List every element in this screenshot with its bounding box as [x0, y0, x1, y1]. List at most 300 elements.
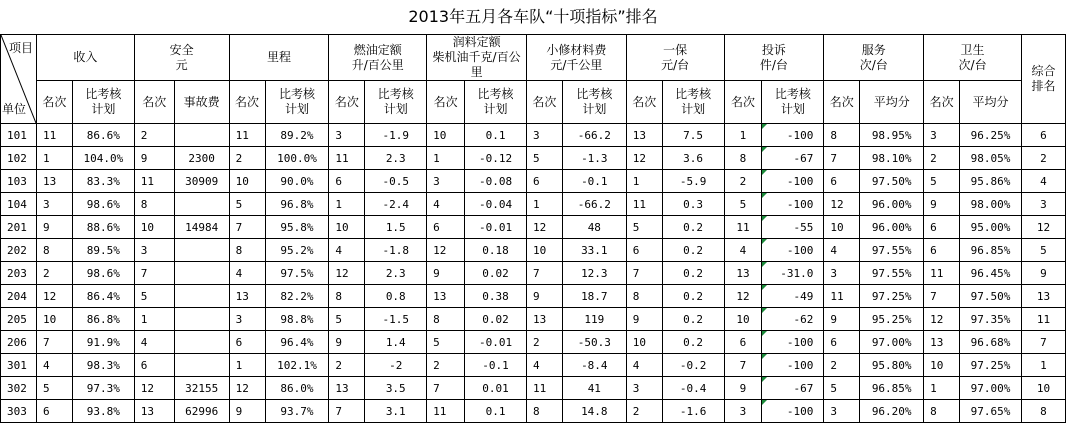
group-header-5: 润料定额 柴机油千克/百公里	[427, 35, 527, 81]
data-cell[interactable]: -0.01	[465, 216, 527, 239]
data-cell[interactable]: 4	[724, 239, 762, 262]
data-cell[interactable]: 8	[329, 285, 365, 308]
data-cell[interactable]: -62	[762, 308, 824, 331]
data-cell[interactable]: 3	[824, 400, 860, 423]
unit-cell[interactable]: 201	[1, 216, 37, 239]
data-cell[interactable]: 6	[924, 239, 960, 262]
data-cell[interactable]: 95.80%	[860, 354, 924, 377]
data-cell[interactable]: 2.3	[365, 147, 427, 170]
unit-cell[interactable]: 203	[1, 262, 37, 285]
data-cell[interactable]: 8	[824, 124, 860, 147]
data-cell[interactable]: 10	[427, 124, 465, 147]
data-cell[interactable]: 12.3	[562, 262, 626, 285]
data-cell[interactable]: 95.2%	[265, 239, 329, 262]
data-cell[interactable]: 5	[924, 170, 960, 193]
data-cell[interactable]: -8.4	[562, 354, 626, 377]
data-cell[interactable]: 96.45%	[960, 262, 1022, 285]
data-cell[interactable]: 98.00%	[960, 193, 1022, 216]
data-cell[interactable]: 9	[824, 308, 860, 331]
data-cell[interactable]: 98.6%	[72, 262, 134, 285]
data-cell[interactable]: 5	[824, 377, 860, 400]
data-cell[interactable]: 86.4%	[72, 285, 134, 308]
data-cell[interactable]: 3	[924, 124, 960, 147]
data-cell[interactable]: 11	[626, 193, 662, 216]
data-cell[interactable]: 3.6	[662, 147, 724, 170]
data-cell[interactable]: 6	[824, 170, 860, 193]
data-cell[interactable]: 97.35%	[960, 308, 1022, 331]
unit-cell[interactable]: 206	[1, 331, 37, 354]
data-cell[interactable]: 10	[36, 308, 72, 331]
overall-rank-cell[interactable]: 12	[1021, 216, 1065, 239]
data-cell[interactable]: 96.68%	[960, 331, 1022, 354]
data-cell[interactable]: 13	[134, 400, 174, 423]
data-cell[interactable]	[174, 308, 229, 331]
data-cell[interactable]: -0.4	[662, 377, 724, 400]
data-cell[interactable]: 62996	[174, 400, 229, 423]
data-cell[interactable]: 6	[329, 170, 365, 193]
data-cell[interactable]: 97.50%	[960, 285, 1022, 308]
data-cell[interactable]: 13	[36, 170, 72, 193]
table-row	[1, 216, 1066, 239]
data-cell[interactable]: 11	[824, 285, 860, 308]
data-cell[interactable]: -49	[762, 285, 824, 308]
data-cell[interactable]: -55	[762, 216, 824, 239]
data-cell[interactable]: 11	[924, 262, 960, 285]
data-cell[interactable]	[174, 354, 229, 377]
data-cell[interactable]: 12	[36, 285, 72, 308]
data-cell[interactable]: 4	[626, 354, 662, 377]
data-cell[interactable]: 2	[724, 170, 762, 193]
table-row	[1, 377, 1066, 400]
data-cell[interactable]: 13	[526, 308, 562, 331]
data-cell[interactable]: 13	[626, 124, 662, 147]
data-cell[interactable]: 6	[924, 216, 960, 239]
unit-cell[interactable]: 102	[1, 147, 37, 170]
data-cell[interactable]: 18.7	[562, 285, 626, 308]
data-cell[interactable]: 0.2	[662, 308, 724, 331]
data-cell[interactable]: 8	[36, 239, 72, 262]
data-cell[interactable]: 96.25%	[960, 124, 1022, 147]
data-cell[interactable]	[174, 239, 229, 262]
data-cell[interactable]: 96.00%	[860, 216, 924, 239]
data-cell[interactable]: 96.20%	[860, 400, 924, 423]
data-cell[interactable]: 0.2	[662, 331, 724, 354]
data-cell[interactable]: -0.1	[562, 170, 626, 193]
data-cell[interactable]: 2	[36, 262, 72, 285]
data-cell[interactable]: 0.2	[662, 239, 724, 262]
data-cell[interactable]: 0.8	[365, 285, 427, 308]
data-cell[interactable]: -67	[762, 377, 824, 400]
data-cell[interactable]: 9	[924, 193, 960, 216]
data-cell[interactable]: 86.6%	[72, 124, 134, 147]
data-cell[interactable]: 119	[562, 308, 626, 331]
data-cell[interactable]: 9	[626, 308, 662, 331]
data-cell[interactable]: 0.2	[662, 216, 724, 239]
overall-rank-cell[interactable]: 10	[1021, 377, 1065, 400]
data-cell[interactable]: 8	[134, 193, 174, 216]
data-cell[interactable]: 1	[626, 170, 662, 193]
data-cell[interactable]: 100.0%	[265, 147, 329, 170]
data-cell[interactable]: 11	[134, 170, 174, 193]
data-cell[interactable]: 83.3%	[72, 170, 134, 193]
data-cell[interactable]: 0.1	[465, 400, 527, 423]
data-cell[interactable]: 5	[626, 216, 662, 239]
data-cell[interactable]: 3	[626, 377, 662, 400]
data-cell[interactable]: 8	[924, 400, 960, 423]
data-cell[interactable]: 5	[329, 308, 365, 331]
data-cell[interactable]: 33.1	[562, 239, 626, 262]
data-cell[interactable]: -1.3	[562, 147, 626, 170]
data-cell[interactable]: 41	[562, 377, 626, 400]
data-cell[interactable]: 96.85%	[960, 239, 1022, 262]
sub-header-row	[1, 81, 1066, 124]
data-cell[interactable]: 9	[526, 285, 562, 308]
data-cell[interactable]: 3.5	[365, 377, 427, 400]
data-cell[interactable]: 0.02	[465, 262, 527, 285]
data-cell[interactable]: 2	[824, 354, 860, 377]
data-cell[interactable]: 1	[526, 193, 562, 216]
data-cell[interactable]: -0.1	[465, 354, 527, 377]
data-cell[interactable]: 12	[724, 285, 762, 308]
data-cell[interactable]: 1	[229, 354, 265, 377]
data-cell[interactable]: 13	[924, 331, 960, 354]
overall-rank-cell[interactable]: 8	[1021, 400, 1065, 423]
data-cell[interactable]: 6	[36, 400, 72, 423]
data-cell[interactable]: 9	[134, 147, 174, 170]
overall-rank-cell[interactable]: 9	[1021, 262, 1065, 285]
data-cell[interactable]	[174, 262, 229, 285]
data-cell[interactable]: -0.08	[465, 170, 527, 193]
unit-cell[interactable]: 103	[1, 170, 37, 193]
data-cell[interactable]: 11	[526, 377, 562, 400]
data-cell[interactable]: 95.00%	[960, 216, 1022, 239]
data-cell[interactable]: 97.3%	[72, 377, 134, 400]
data-cell[interactable]: 14984	[174, 216, 229, 239]
data-cell[interactable]: -100	[762, 354, 824, 377]
data-cell[interactable]: 4	[329, 239, 365, 262]
data-cell[interactable]: 97.65%	[960, 400, 1022, 423]
data-cell[interactable]: -66.2	[562, 193, 626, 216]
data-cell[interactable]: 90.0%	[265, 170, 329, 193]
data-cell[interactable]: 4	[134, 331, 174, 354]
sub-header-15: 名次	[724, 81, 762, 124]
data-cell[interactable]: 6	[427, 216, 465, 239]
data-cell[interactable]: 0.1	[465, 124, 527, 147]
data-cell[interactable]: 1	[924, 377, 960, 400]
data-cell[interactable]: 89.2%	[265, 124, 329, 147]
data-cell[interactable]: 5	[724, 193, 762, 216]
data-cell[interactable]: 5	[134, 285, 174, 308]
data-cell[interactable]: 13	[329, 377, 365, 400]
data-cell[interactable]: 88.6%	[72, 216, 134, 239]
data-cell[interactable]: -100	[762, 239, 824, 262]
data-cell[interactable]: 98.10%	[860, 147, 924, 170]
unit-cell[interactable]: 301	[1, 354, 37, 377]
data-cell[interactable]: 5	[229, 193, 265, 216]
data-cell[interactable]: 3	[427, 170, 465, 193]
data-cell[interactable]: 12	[229, 377, 265, 400]
data-cell[interactable]: 98.3%	[72, 354, 134, 377]
data-cell[interactable]: 10	[924, 354, 960, 377]
data-cell[interactable]: 4	[824, 239, 860, 262]
data-cell[interactable]: 11	[229, 124, 265, 147]
data-cell[interactable]: 1	[427, 147, 465, 170]
data-cell[interactable]: 91.9%	[72, 331, 134, 354]
data-cell[interactable]: 10	[134, 216, 174, 239]
data-cell[interactable]: 0.2	[662, 285, 724, 308]
sub-header-1: 名次	[36, 81, 72, 124]
data-cell[interactable]: 1.4	[365, 331, 427, 354]
data-cell[interactable]: 30909	[174, 170, 229, 193]
data-cell[interactable]: -100	[762, 124, 824, 147]
data-cell[interactable]: 8	[526, 400, 562, 423]
data-cell[interactable]: 3	[329, 124, 365, 147]
data-cell[interactable]: 13	[427, 285, 465, 308]
data-cell[interactable]: 93.8%	[72, 400, 134, 423]
data-cell[interactable]: 89.5%	[72, 239, 134, 262]
data-cell[interactable]: -50.3	[562, 331, 626, 354]
data-cell[interactable]: -0.12	[465, 147, 527, 170]
data-cell[interactable]: 10	[526, 239, 562, 262]
data-cell[interactable]: 104.0%	[72, 147, 134, 170]
data-cell[interactable]: 0.02	[465, 308, 527, 331]
data-cell[interactable]: 0.18	[465, 239, 527, 262]
unit-cell[interactable]: 104	[1, 193, 37, 216]
data-cell[interactable]: 12	[427, 239, 465, 262]
data-cell[interactable]: 96.4%	[265, 331, 329, 354]
data-cell[interactable]: 11	[724, 216, 762, 239]
unit-cell[interactable]: 202	[1, 239, 37, 262]
data-cell[interactable]: 98.6%	[72, 193, 134, 216]
data-cell[interactable]: 1	[36, 147, 72, 170]
data-cell[interactable]: 7	[626, 262, 662, 285]
data-cell[interactable]: 2	[329, 354, 365, 377]
data-cell[interactable]: 9	[36, 216, 72, 239]
data-cell[interactable]: 9	[229, 400, 265, 423]
data-cell[interactable]: 12	[329, 262, 365, 285]
corner-cell	[1, 35, 37, 124]
data-cell[interactable]: 97.55%	[860, 239, 924, 262]
data-cell[interactable]: 3.1	[365, 400, 427, 423]
data-cell[interactable]: 8	[427, 308, 465, 331]
data-cell[interactable]: -5.9	[662, 170, 724, 193]
data-cell[interactable]: -100	[762, 170, 824, 193]
data-cell[interactable]: 2	[924, 147, 960, 170]
data-cell[interactable]: -0.2	[662, 354, 724, 377]
data-cell[interactable]: 7	[329, 400, 365, 423]
data-cell[interactable]: 9	[724, 377, 762, 400]
data-cell[interactable]: 10	[329, 216, 365, 239]
data-cell[interactable]: 5	[427, 331, 465, 354]
data-cell[interactable]: 13	[724, 262, 762, 285]
data-cell[interactable]: 1	[724, 124, 762, 147]
unit-cell[interactable]: 303	[1, 400, 37, 423]
data-cell[interactable]: 3	[526, 124, 562, 147]
data-cell[interactable]: -100	[762, 331, 824, 354]
data-cell[interactable]: 0.01	[465, 377, 527, 400]
data-cell[interactable]: 0.2	[662, 262, 724, 285]
data-cell[interactable]: 2	[526, 331, 562, 354]
data-cell[interactable]: -1.5	[365, 308, 427, 331]
overall-rank-cell[interactable]: 5	[1021, 239, 1065, 262]
data-cell[interactable]: -1.6	[662, 400, 724, 423]
data-cell[interactable]: 7	[724, 354, 762, 377]
data-cell[interactable]: 9	[329, 331, 365, 354]
overall-rank-cell[interactable]: 13	[1021, 285, 1065, 308]
data-cell[interactable]: 97.00%	[960, 377, 1022, 400]
data-cell[interactable]: -31.0	[762, 262, 824, 285]
data-cell[interactable]: 97.50%	[860, 170, 924, 193]
data-cell[interactable]	[174, 193, 229, 216]
unit-cell[interactable]: 302	[1, 377, 37, 400]
data-cell[interactable]: 11	[36, 124, 72, 147]
data-cell[interactable]: 7	[924, 285, 960, 308]
data-cell[interactable]: 93.7%	[265, 400, 329, 423]
data-cell[interactable]: 12	[626, 147, 662, 170]
data-cell[interactable]	[174, 285, 229, 308]
data-cell[interactable]: 4	[526, 354, 562, 377]
data-cell[interactable]: 1	[134, 308, 174, 331]
data-cell[interactable]: 2300	[174, 147, 229, 170]
data-cell[interactable]: 97.25%	[860, 285, 924, 308]
data-cell[interactable]: -66.2	[562, 124, 626, 147]
data-cell[interactable]: 98.8%	[265, 308, 329, 331]
sub-header-14: 比考核 计划	[662, 81, 724, 124]
overall-rank-cell[interactable]: 1	[1021, 354, 1065, 377]
data-cell[interactable]: -1.8	[365, 239, 427, 262]
data-cell[interactable]: -0.04	[465, 193, 527, 216]
data-cell[interactable]: 5	[36, 377, 72, 400]
data-cell[interactable]: 11	[427, 400, 465, 423]
data-cell[interactable]: 7	[427, 377, 465, 400]
data-cell[interactable]: 95.8%	[265, 216, 329, 239]
data-cell[interactable]: 0.3	[662, 193, 724, 216]
data-cell[interactable]: 82.2%	[265, 285, 329, 308]
data-cell[interactable]: 86.0%	[265, 377, 329, 400]
table-row	[1, 308, 1066, 331]
data-cell[interactable]: -67	[762, 147, 824, 170]
unit-cell[interactable]: 205	[1, 308, 37, 331]
data-cell[interactable]: -0.5	[365, 170, 427, 193]
data-cell[interactable]: 48	[562, 216, 626, 239]
data-cell[interactable]: 97.5%	[265, 262, 329, 285]
data-cell[interactable]: 12	[824, 193, 860, 216]
data-cell[interactable]: 5	[526, 147, 562, 170]
data-cell[interactable]: 10	[724, 308, 762, 331]
data-cell[interactable]: 8	[229, 239, 265, 262]
data-cell[interactable]: 95.25%	[860, 308, 924, 331]
table-row	[1, 262, 1066, 285]
overall-rank-cell[interactable]: 4	[1021, 170, 1065, 193]
data-cell[interactable]: 6	[724, 331, 762, 354]
data-cell[interactable]: -0.01	[465, 331, 527, 354]
data-cell[interactable]: 7	[824, 147, 860, 170]
data-cell[interactable]: 2	[427, 354, 465, 377]
data-cell[interactable]: 10	[626, 331, 662, 354]
data-cell[interactable]: 4	[36, 354, 72, 377]
data-cell[interactable]: 97.25%	[960, 354, 1022, 377]
data-cell[interactable]: 6	[626, 239, 662, 262]
data-cell[interactable]: 98.95%	[860, 124, 924, 147]
data-cell[interactable]: -100	[762, 400, 824, 423]
data-cell[interactable]: 4	[427, 193, 465, 216]
data-cell[interactable]	[174, 331, 229, 354]
data-cell[interactable]	[174, 124, 229, 147]
data-cell[interactable]: -100	[762, 193, 824, 216]
overall-rank-cell[interactable]: 6	[1021, 124, 1065, 147]
data-cell[interactable]: 2.3	[365, 262, 427, 285]
data-cell[interactable]: 10	[229, 170, 265, 193]
data-cell[interactable]: 6	[526, 170, 562, 193]
data-cell[interactable]: 2	[229, 147, 265, 170]
unit-cell[interactable]: 204	[1, 285, 37, 308]
data-cell[interactable]: 98.05%	[960, 147, 1022, 170]
data-cell[interactable]: 3	[36, 193, 72, 216]
data-cell[interactable]: 10	[824, 216, 860, 239]
data-cell[interactable]: 12	[526, 216, 562, 239]
data-cell[interactable]: -2.4	[365, 193, 427, 216]
data-cell[interactable]: 32155	[174, 377, 229, 400]
overall-rank-cell[interactable]: 7	[1021, 331, 1065, 354]
data-cell[interactable]: 3	[229, 308, 265, 331]
data-cell[interactable]: 102.1%	[265, 354, 329, 377]
data-cell[interactable]: 14.8	[562, 400, 626, 423]
table-row	[1, 331, 1066, 354]
data-cell[interactable]: 8	[724, 147, 762, 170]
data-cell[interactable]: 96.00%	[860, 193, 924, 216]
data-cell[interactable]: 7	[229, 216, 265, 239]
data-cell[interactable]: 97.55%	[860, 262, 924, 285]
data-cell[interactable]: 0.38	[465, 285, 527, 308]
sub-header-10: 比考核 计划	[465, 81, 527, 124]
data-cell[interactable]: 3	[134, 239, 174, 262]
data-cell[interactable]: 13	[229, 285, 265, 308]
data-cell[interactable]: 7	[36, 331, 72, 354]
data-cell[interactable]: 3	[824, 262, 860, 285]
data-cell[interactable]: 12	[134, 377, 174, 400]
data-cell[interactable]: -1.9	[365, 124, 427, 147]
data-cell[interactable]: 2	[626, 400, 662, 423]
data-cell[interactable]: 4	[229, 262, 265, 285]
data-cell[interactable]: 6	[134, 354, 174, 377]
data-cell[interactable]: 2	[134, 124, 174, 147]
corner-label-unit: 单位	[2, 102, 27, 116]
unit-cell[interactable]: 101	[1, 124, 37, 147]
data-cell[interactable]: 95.86%	[960, 170, 1022, 193]
overall-rank-cell[interactable]: 3	[1021, 193, 1065, 216]
data-cell[interactable]: 7.5	[662, 124, 724, 147]
data-cell[interactable]: 9	[427, 262, 465, 285]
data-cell[interactable]: 6	[824, 331, 860, 354]
data-cell[interactable]: 1.5	[365, 216, 427, 239]
data-cell[interactable]: 11	[329, 147, 365, 170]
data-cell[interactable]: 3	[724, 400, 762, 423]
data-cell[interactable]: 12	[924, 308, 960, 331]
data-cell[interactable]: 97.00%	[860, 331, 924, 354]
data-cell[interactable]: 96.8%	[265, 193, 329, 216]
data-cell[interactable]: 8	[626, 285, 662, 308]
overall-rank-cell[interactable]: 11	[1021, 308, 1065, 331]
data-cell[interactable]: 86.8%	[72, 308, 134, 331]
data-cell[interactable]: -2	[365, 354, 427, 377]
overall-rank-cell[interactable]: 2	[1021, 147, 1065, 170]
data-cell[interactable]: 1	[329, 193, 365, 216]
data-cell[interactable]: 7	[526, 262, 562, 285]
sub-header-8: 比考核 计划	[365, 81, 427, 124]
data-cell[interactable]: 6	[229, 331, 265, 354]
data-cell[interactable]: 7	[134, 262, 174, 285]
data-cell[interactable]: 96.85%	[860, 377, 924, 400]
